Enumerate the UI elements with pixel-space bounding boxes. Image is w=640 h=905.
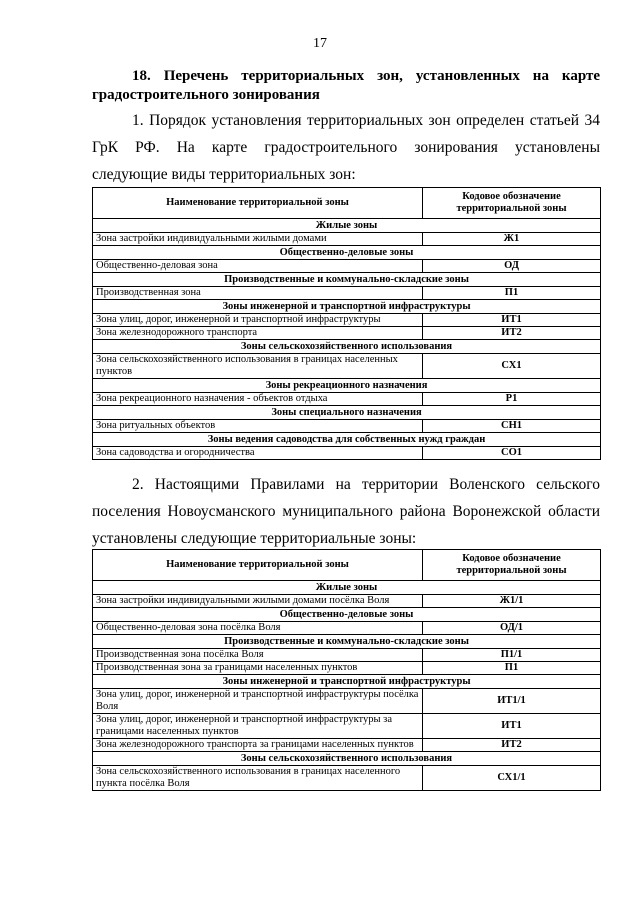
column-header-code: Кодовое обозначение территориальной зоны: [423, 550, 601, 581]
table-row: [93, 420, 601, 433]
zone-code: Р1: [423, 393, 601, 406]
group-title: Зоны специального назначения: [93, 406, 601, 420]
zone-name: Общественно-деловая зона: [93, 260, 423, 273]
zone-code: ИТ1: [423, 314, 601, 327]
zone-code: Ж1/1: [423, 595, 601, 608]
group-title: Общественно-деловые зоны: [93, 608, 601, 622]
zone-code: СО1: [423, 447, 601, 460]
zone-name: Зона железнодорожного транспорта за границами населенных пунктов: [93, 739, 423, 752]
group-row: [93, 340, 601, 354]
zone-name: Производственная зона: [93, 287, 423, 300]
group-title: Общественно-деловые зоны: [93, 246, 601, 260]
zones-table-general: [92, 187, 601, 460]
zone-code: ИТ2: [423, 327, 601, 340]
table-row: [93, 354, 601, 379]
column-header-code: Кодовое обозначение территориальной зоны: [423, 188, 601, 219]
table-row: [93, 260, 601, 273]
group-title: Зоны сельскохозяйственного использования: [93, 752, 601, 766]
table-row: [93, 714, 601, 739]
table-row: [93, 447, 601, 460]
zone-name: Зона улиц, дорог, инженерной и транспортной инфраструктуры посёлка Воля: [93, 689, 423, 714]
table-row: [93, 662, 601, 675]
zone-name: Производственная зона за границами населенных пунктов: [93, 662, 423, 675]
section-heading: 18. Перечень территориальных зон, установленных на карте градостроительного зонирования: [92, 68, 600, 103]
zone-code: П1: [423, 662, 601, 675]
group-row: [93, 406, 601, 420]
table-row: [93, 393, 601, 406]
zone-code: СХ1: [423, 354, 601, 379]
group-title: Зоны ведения садоводства для собственных нужд граждан: [93, 433, 601, 447]
table-row: [93, 622, 601, 635]
paragraph-2: 2. Настоящими Правилами на территории Воленского сельского поселения Новоусманского муниципального района Воронежской области установлены следующие территориальные зоны:: [92, 476, 600, 547]
zone-code: ИТ1/1: [423, 689, 601, 714]
group-row: [93, 219, 601, 233]
table-row: [93, 649, 601, 662]
group-row: [93, 433, 601, 447]
zone-name: Зона садоводства и огородничества: [93, 447, 423, 460]
group-row: [93, 635, 601, 649]
group-row: [93, 581, 601, 595]
group-title: Зоны инженерной и транспортной инфраструктуры: [93, 675, 601, 689]
table-row: [93, 233, 601, 246]
group-title: Производственные и коммунально-складские зоны: [93, 273, 601, 287]
table-row: [93, 287, 601, 300]
zone-name: Зона сельскохозяйственного использования в границах населенного пункта посёлка Воля: [93, 766, 423, 791]
zone-code: ИТ2: [423, 739, 601, 752]
group-title: Зоны сельскохозяйственного использования: [93, 340, 601, 354]
group-title: Зоны инженерной и транспортной инфраструктуры: [93, 300, 601, 314]
table-row: [93, 689, 601, 714]
zone-code: П1: [423, 287, 601, 300]
group-row: [93, 379, 601, 393]
table-row: [93, 766, 601, 791]
column-header-name: Наименование территориальной зоны: [93, 550, 423, 581]
group-row: [93, 246, 601, 260]
zone-code: СХ1/1: [423, 766, 601, 791]
group-row: [93, 752, 601, 766]
group-title: Зоны рекреационного назначения: [93, 379, 601, 393]
zone-name: Зона улиц, дорог, инженерной и транспортной инфраструктуры за границами населенных пунктов: [93, 714, 423, 739]
zone-code: СН1: [423, 420, 601, 433]
group-title: Производственные и коммунально-складские зоны: [93, 635, 601, 649]
zone-name: Зона застройки индивидуальными жилыми домами: [93, 233, 423, 246]
zone-name: Общественно-деловая зона посёлка Воля: [93, 622, 423, 635]
group-row: [93, 300, 601, 314]
zone-name: Зона сельскохозяйственного использования в границах населенных пунктов: [93, 354, 423, 379]
zone-name: Зона рекреационного назначения - объектов отдыха: [93, 393, 423, 406]
table-header-row: [93, 550, 601, 581]
table-row: [93, 314, 601, 327]
table-header-row: [93, 188, 601, 219]
table-row: [93, 595, 601, 608]
group-title: Жилые зоны: [93, 219, 601, 233]
page-number: 17: [313, 36, 327, 51]
zone-code: ОД/1: [423, 622, 601, 635]
zone-name: Зона улиц, дорог, инженерной и транспортной инфраструктуры: [93, 314, 423, 327]
zone-name: Зона железнодорожного транспорта: [93, 327, 423, 340]
group-row: [93, 675, 601, 689]
zone-code: ИТ1: [423, 714, 601, 739]
paragraph-1: 1. Порядок установления территориальных зон определен статьей 34 ГрК РФ. На карте градостроительного зонирования установлены следующие виды территориальных зон:: [92, 112, 600, 183]
zone-code: ОД: [423, 260, 601, 273]
column-header-name: Наименование территориальной зоны: [93, 188, 423, 219]
zone-name: Зона застройки индивидуальными жилыми домами посёлка Воля: [93, 595, 423, 608]
table-row: [93, 739, 601, 752]
zone-name: Зона ритуальных объектов: [93, 420, 423, 433]
group-title: Жилые зоны: [93, 581, 601, 595]
table-row: [93, 327, 601, 340]
zone-name: Производственная зона посёлка Воля: [93, 649, 423, 662]
zones-table-settlement: [92, 549, 601, 791]
zone-code: П1/1: [423, 649, 601, 662]
zone-code: Ж1: [423, 233, 601, 246]
group-row: [93, 273, 601, 287]
group-row: [93, 608, 601, 622]
